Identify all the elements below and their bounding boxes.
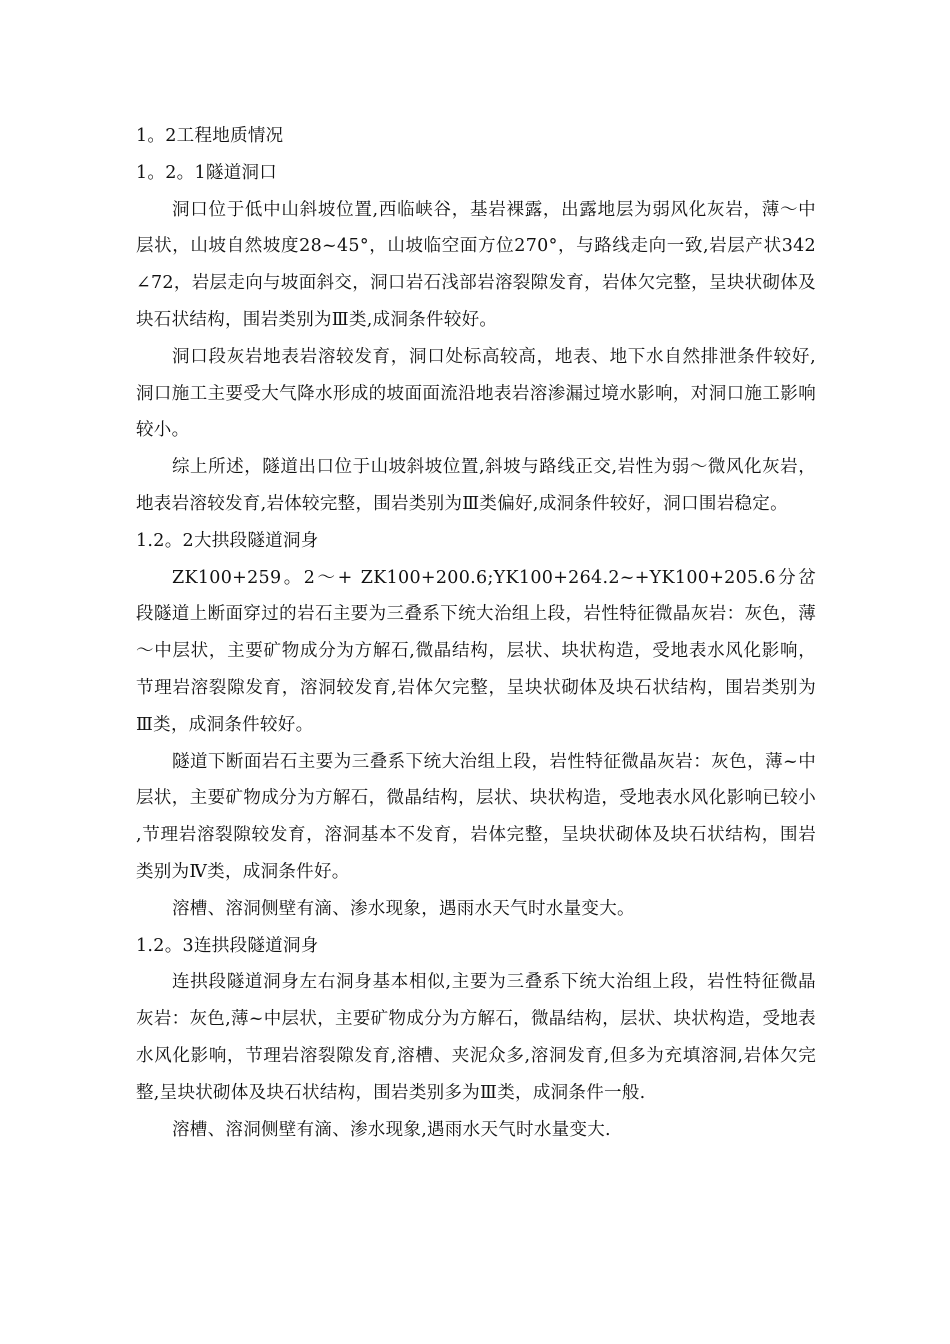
paragraph-multi-arch-rock: 连拱段隧道洞身左右洞身基本相似,主要为三叠系下统大治组上段，岩性特征微晶灰岩：灰色,薄~中层状，主要矿物成分为方解石，微晶结构，层状、块状构造，受地表水风化影响，节理岩溶裂隙发育,溶槽、夹泥众多,溶洞发育,但多为充填溶洞,岩体欠完整,呈块状砌体及块石状结构，围岩类别多为Ⅲ类，成洞条件一般. [136,972,816,1103]
section-heading-1-2-1: 1。2。1隧道洞口 [136,162,278,183]
section-heading-1-2-3: 1.2。3连拱段隧道洞身 [136,935,319,956]
paragraph-lower-section-rock: 隧道下断面岩石主要为三叠系下统大治组上段，岩性特征微晶灰岩：灰色，薄~中层状，主要矿物成分为方解石，微晶结构，层状、块状构造，受地表水风化影响已较小,节理岩溶裂隙较发育，溶洞基本不发育，岩体完整，呈块状砌体及块石状结构，围岩类别为Ⅳ类，成洞条件好。 [136,751,816,882]
paragraph-portal-summary: 综上所述，隧道出口位于山坡斜坡位置,斜坡与路线正交,岩性为弱～微风化灰岩，地表岩溶较发育,岩体较完整，围岩类别为Ⅲ类偏好,成洞条件较好，洞口围岩稳定。 [136,457,816,514]
paragraph-upper-section-rock: ZK100+259。2～+ ZK100+200.6;YK100+264.2~+YK100+205.6分岔段隧道上断面穿过的岩石主要为三叠系下统大治组上段，岩性特征微晶灰岩：灰色，薄～中层状，主要矿物成分为方解石,微晶结构，层状、块状构造，受地表水风化影响，节理岩溶裂隙发育，溶洞较发育,岩体欠完整，呈块状砌体及块石状结构，围岩类别为Ⅲ类，成洞条件较好。 [136,567,816,735]
paragraph-portal-location: 洞口位于低中山斜坡位置,西临峡谷，基岩裸露，出露地层为弱风化灰岩，薄～中层状，山坡自然坡度28~45°，山坡临空面方位270°，与路线走向一致,岩层产状342∠72，岩层走向与坡面斜交，洞口岩石浅部岩溶裂隙发育，岩体欠完整，呈块状砌体及块石状结构，围岩类别为Ⅲ类,成洞条件较好。 [136,199,816,330]
section-heading-1-2-2: 1.2。2大拱段隧道洞身 [136,530,319,551]
paragraph-portal-karst: 洞口段灰岩地表岩溶较发育，洞口处标高较高，地表、地下水自然排泄条件较好,洞口施工主要受大气降水形成的坡面面流沿地表岩溶渗漏过境水影响，对洞口施工影响较小。 [136,346,816,441]
section-heading-1-2: 1。2工程地质情况 [136,126,284,146]
document-body [136,118,816,1148]
paragraph-seepage-note-2: 溶槽、溶洞侧壁有滴、渗水现象,遇雨水天气时水量变大. [172,1119,611,1140]
paragraph-seepage-note-1: 溶槽、溶洞侧壁有滴、渗水现象，遇雨水天气时水量变大。 [172,898,635,919]
